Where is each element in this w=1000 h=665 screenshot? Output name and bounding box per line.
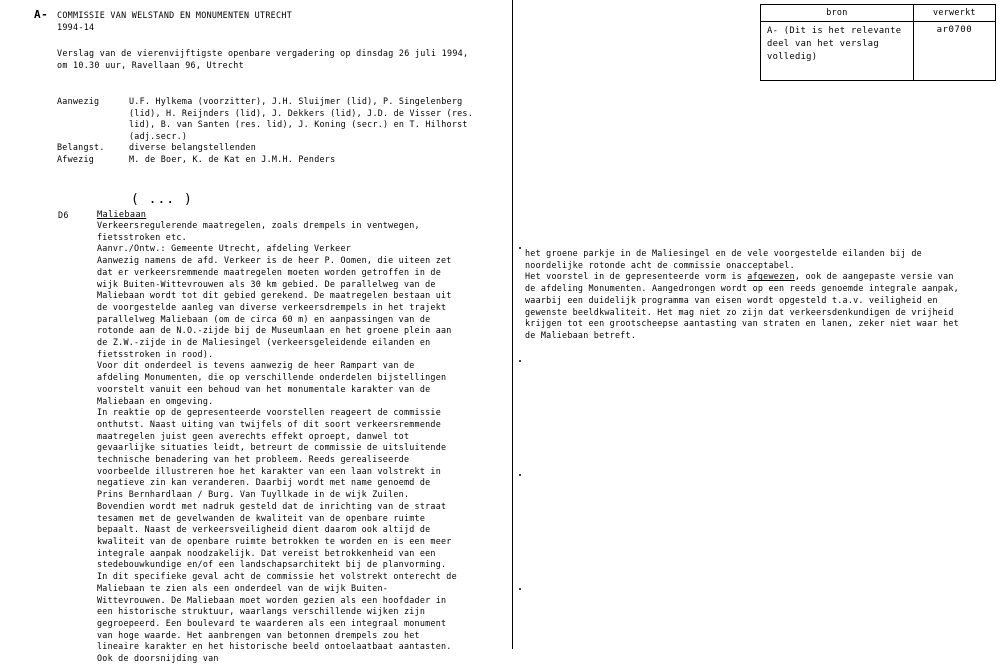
metadata-table — [760, 4, 996, 81]
margin-dot — [519, 474, 521, 476]
attendance-label: Belangst. — [57, 142, 105, 153]
ellipsis-marker: ( ... ) — [131, 192, 193, 207]
table-header-verwerkt: verwerkt — [913, 5, 995, 22]
emphasis-afgewezen: afgewezen — [747, 271, 795, 282]
attendance-row — [57, 96, 497, 142]
margin-dot — [519, 247, 521, 249]
right-paragraph-2-post: , ook de aangepaste versie van de afdeling Monumenten. Aangedrongen wordt op een reeds genoemde integrale aanpak, waarbij een duidelijk programma van eisen wordt opgesteld t.a.v. veiligheid en gewenste beeldkwaliteit. Het mag niet zo zijn dat verkeersdenkundigen de vrijheid krijgen tot een grootscheepse aantasting van straten en lanen, zeker niet waar het de Maliebaan betreft. — [525, 271, 959, 340]
attendance-value: U.F. Hylkema (voorzitter), J.H. Sluijmer (lid), P. Singelenberg (lid), H. Reijnders (lid), J. Dekkers (lid), J.D. de Visser (res. lid), B. van Santen (res. lid), J. Koning (secr.) en T. Hilhorst (adj.secr.) — [129, 96, 473, 141]
section-body — [97, 220, 457, 665]
attendance-value: M. de Boer, K. de Kat en J.M.H. Penders — [129, 153, 336, 164]
body-paragraph: Voor dit onderdeel is tevens aanwezig de heer Rampart van de afdeling Monumenten, die op verschillende onderdelen bijstellingen voorstelt vanuit een behoud van het monumentale karakter van de Maliebaan en omgeving. — [97, 360, 447, 406]
header-line-1: COMMISSIE VAN WELSTAND EN MONUMENTEN UTRECHT — [57, 10, 293, 20]
attendance-value: diverse belangstellenden — [129, 142, 257, 153]
body-paragraph: Verkeersregulerende maatregelen, zoals drempels in ventwegen, fietsstroken etc. — [97, 220, 420, 242]
table-cell-verwerkt: ar0700 — [913, 22, 995, 81]
body-paragraph: In dit specifieke geval acht de commissie het volstrekt onterecht de Maliebaan te zien als een onderdeel van de wijk Buiten- Wittevrouwen. De Maliebaan moet worden gezien als een hoofdader in een historische struktuur, waarlangs verschillende wijken zijn gegroepeerd. Een boulevard te waarderen als een integraal monument van hoge waarde. Het aanbrengen van betonnen drempels zou het lineaire karakter en het historische beeld ontoelaatbaat aantasten. Ook de doorsnijding van — [97, 571, 457, 664]
section-title: Maliebaan — [97, 210, 147, 220]
intro-line-1: Verslag van de vierenvijftigste openbare vergadering op dinsdag 26 juli 1994, — [57, 48, 469, 58]
attendance-label: Aanwezig — [57, 96, 100, 106]
attendance-row — [57, 142, 497, 154]
meeting-intro — [57, 47, 487, 71]
table-row — [761, 22, 996, 81]
body-paragraph: Aanvr./Ontw.: Gemeente Utrecht, afdeling Verkeer — [97, 243, 352, 254]
column-divider — [512, 0, 513, 649]
table-header-bron: bron — [761, 5, 914, 22]
page-marker-a: A- — [34, 8, 49, 21]
right-paragraph-1: het groene parkje in de Maliesingel en de vele voorgestelde eilanden bij de noordelijke rotonde acht de commissie onacceptabel. — [525, 248, 922, 270]
body-paragraph: In reaktie op de gepresenteerde voorstellen reageert de commissie onthutst. Naast uiting van twijfels of dit soort verkeersremmende maatregelen juist geen averechts effekt oproept, danwel tot gevaarlijke situaties leidt, betreurt de commissie de uitsluitende technische benadering van het probleem. Reeds gerealiseerde voorbeelde illustreren hoe het karakter van een laan volstrekt in negatieve zin kan veranderen. Daarbij wordt met name genoemd de Prins Bernhardlaan / Burg. Van Tuyllkade in de wijk Zuilen. Bovendien wordt met nadruk gesteld dat de inrichting van de straat tesamen met de gevelwanden de kwaliteit van de openbare ruimte bepaalt. Naast de verkeersveiligheid dient daarom ook altijd de kwaliteit van de openbare ruimte betrokken te worden en is een meer integrale aanpak noodzakelijk. Dat vereist betrokkenheid van een stedebouwkundige en/of een landschapsarchitekt bij de planvorming. — [97, 407, 452, 570]
section-marker: D6 — [58, 210, 69, 220]
header-line-2: 1994-14 — [57, 21, 95, 32]
margin-dot — [519, 360, 521, 362]
attendance-list — [57, 96, 497, 166]
document-header — [57, 10, 497, 33]
right-paragraph-2-pre: Het voorstel in de gepresenteerde vorm is — [525, 271, 748, 282]
table-cell-bron: A- (Dit is het relevante deel van het verslag volledig) — [761, 22, 914, 81]
attendance-label: Afwezig — [57, 153, 95, 164]
document-right-column — [525, 248, 965, 342]
intro-line-2: om 10.30 uur, Ravellaan 96, Utrecht — [57, 60, 244, 70]
margin-dot — [519, 588, 521, 590]
right-paragraph-2 — [525, 271, 965, 341]
table-header-row — [761, 5, 996, 22]
attendance-row — [57, 154, 497, 166]
body-paragraph: Aanwezig namens de afd. Verkeer is de heer P. Oomen, die uiteen zet dat er verkeersremmende maatregelen moeten worden getroffen in de wijk Buiten-Wittevrouwen als 30 km gebied. De parallelweg van de Maliebaan wordt tot dit gebied gerekend. De maatregelen bestaan uit de voorgestelde aanleg van diverse verkeersdrempels in het trajekt parallelweg Maliebaan (om de circa 60 m) en aanpassingen van de rotonde aan de N.O.-zijde bij de Museumlaan en het groene plein aan de Z.W.-zijde in de Maliesingel (verkeersgeleidende eilanden en fietsstroken in rood). — [97, 255, 452, 359]
